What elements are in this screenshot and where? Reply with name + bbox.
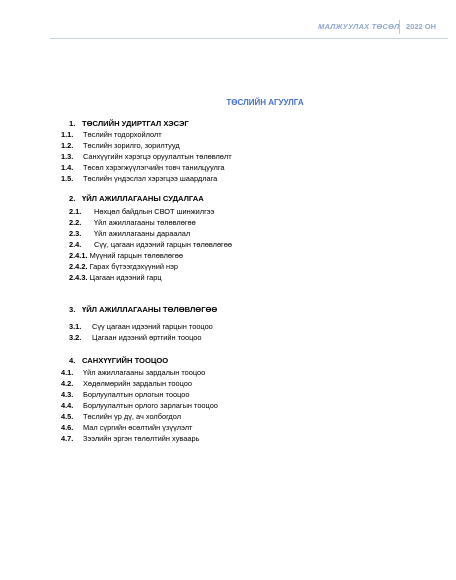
toc-item: [69, 261, 178, 272]
section-number: 2.: [69, 194, 76, 203]
item-number: 4.4.: [61, 401, 74, 410]
toc-item: [69, 228, 190, 239]
header-rule: [50, 38, 448, 39]
header-year: 2022 ОН: [406, 22, 437, 31]
item-label: Санхүүгийн хэрэгцэ оруулалтын төлөвлөлт: [83, 152, 232, 161]
toc-item: [61, 411, 181, 422]
item-number: 4.1.: [61, 368, 74, 377]
item-number: 4.3.: [61, 390, 74, 399]
item-number: 4.6.: [61, 423, 74, 432]
item-label: Төслийн зорилго, зорилтууд: [83, 141, 180, 150]
item-label: Хөдөлмөрийн зардалын тооцоо: [83, 379, 192, 388]
item-label: Сүү, цагаан идээний гарцын төлөвлөгөө: [94, 240, 232, 249]
item-number: 4.5.: [61, 412, 74, 421]
item-number: 1.2.: [61, 141, 74, 150]
toc-item: [61, 389, 189, 400]
toc-item: [61, 367, 205, 378]
section-4-heading: [69, 356, 168, 365]
section-title: ТӨСЛИЙН УДИРТГАЛ ХЭСЭГ: [82, 119, 189, 128]
toc-item: [69, 272, 162, 283]
item-label: Сүү цагаан идээний гарцын тооцоо: [92, 322, 213, 331]
item-label: Мал сүргийн өсөлтийн үзүүлэлт: [83, 423, 193, 432]
section-3-heading: [69, 305, 217, 314]
item-number: 4.2.: [61, 379, 74, 388]
item-number: 2.2.: [69, 218, 82, 227]
header-divider: [399, 20, 400, 34]
item-label: Зээлийн эргэн төлөлтийн хуваарь: [83, 434, 200, 443]
item-number: 1.3.: [61, 152, 74, 161]
section-title: ҮЙЛ АЖИЛЛАГААНЫ СУДАЛГАА: [82, 194, 204, 203]
item-label: Үйл ажиллагааны зардалын тооцоо: [83, 368, 206, 377]
toc-item: [69, 206, 214, 217]
section-number: 4.: [69, 356, 76, 365]
item-number: 3.2.: [69, 333, 82, 342]
toc-item: [61, 422, 192, 433]
item-number: 2.4.3.: [69, 273, 88, 282]
item-number: 1.5.: [61, 174, 74, 183]
item-number: 2.4.: [69, 240, 82, 249]
item-label: Төслийн тодорхойлолт: [83, 130, 162, 139]
section-title: ҮЙЛ АЖИЛЛАГААНЫ ТӨЛӨВЛӨГӨӨ: [82, 305, 218, 314]
toc-item: [61, 140, 180, 151]
toc-item: [61, 162, 224, 173]
item-number: 2.4.2.: [69, 262, 88, 271]
toc-item: [61, 129, 162, 140]
section-title: САНХҮҮГИЙН ТООЦОО: [82, 356, 169, 365]
section-number: 3.: [69, 305, 76, 314]
item-label: Борлуулалтын орлогын тооцоо: [83, 390, 190, 399]
item-number: 4.7.: [61, 434, 74, 443]
item-number: 2.3.: [69, 229, 82, 238]
toc-item: [69, 239, 232, 250]
item-label: Төсөл хэрэгжүүлэгчийн товч танилцуулга: [83, 163, 225, 172]
section-1-heading: [69, 119, 189, 128]
toc-title: ТӨСЛИЙН АГУУЛГА: [226, 98, 304, 107]
toc-item: [69, 217, 196, 228]
item-label: Төслийн үндэслэл хэрэгцээ шаардлага: [83, 174, 218, 183]
toc-item: [69, 321, 213, 332]
item-label: Гарах бүтээгдэхүүний нэр: [89, 262, 178, 271]
toc-item: [61, 151, 232, 162]
item-label: Цагаан идээний гарц: [89, 273, 162, 282]
item-label: Мүүний гарцын төлөвлөгөө: [89, 251, 183, 260]
item-label: Үйл ажиллагааны төлөвлөгөө: [94, 218, 196, 227]
item-number: 2.4.1.: [69, 251, 88, 260]
toc-item: [61, 173, 217, 184]
toc-item: [61, 400, 218, 411]
item-label: Төслийн үр дү, ач холбогдол: [83, 412, 182, 421]
toc-item: [69, 332, 202, 343]
item-number: 3.1.: [69, 322, 82, 331]
item-number: 1.4.: [61, 163, 74, 172]
toc-item: [61, 433, 199, 444]
item-label: Нөхцөл байдлын СВОТ шинжилгээ: [94, 207, 215, 216]
toc-item: [69, 250, 183, 261]
section-2-heading: [69, 194, 204, 203]
section-number: 1.: [69, 119, 76, 128]
item-number: 2.1.: [69, 207, 82, 216]
item-label: Үйл ажиллагааны дараалал: [94, 229, 191, 238]
item-label: Борлуулалтын орлого зарлагын тооцоо: [83, 401, 218, 410]
toc-item: [61, 378, 192, 389]
header-project-name: МАЛЖУУЛАХ ТӨСӨЛ: [318, 22, 400, 31]
item-label: Цагаан идээний өртгийн тооцоо: [92, 333, 202, 342]
item-number: 1.1.: [61, 130, 74, 139]
